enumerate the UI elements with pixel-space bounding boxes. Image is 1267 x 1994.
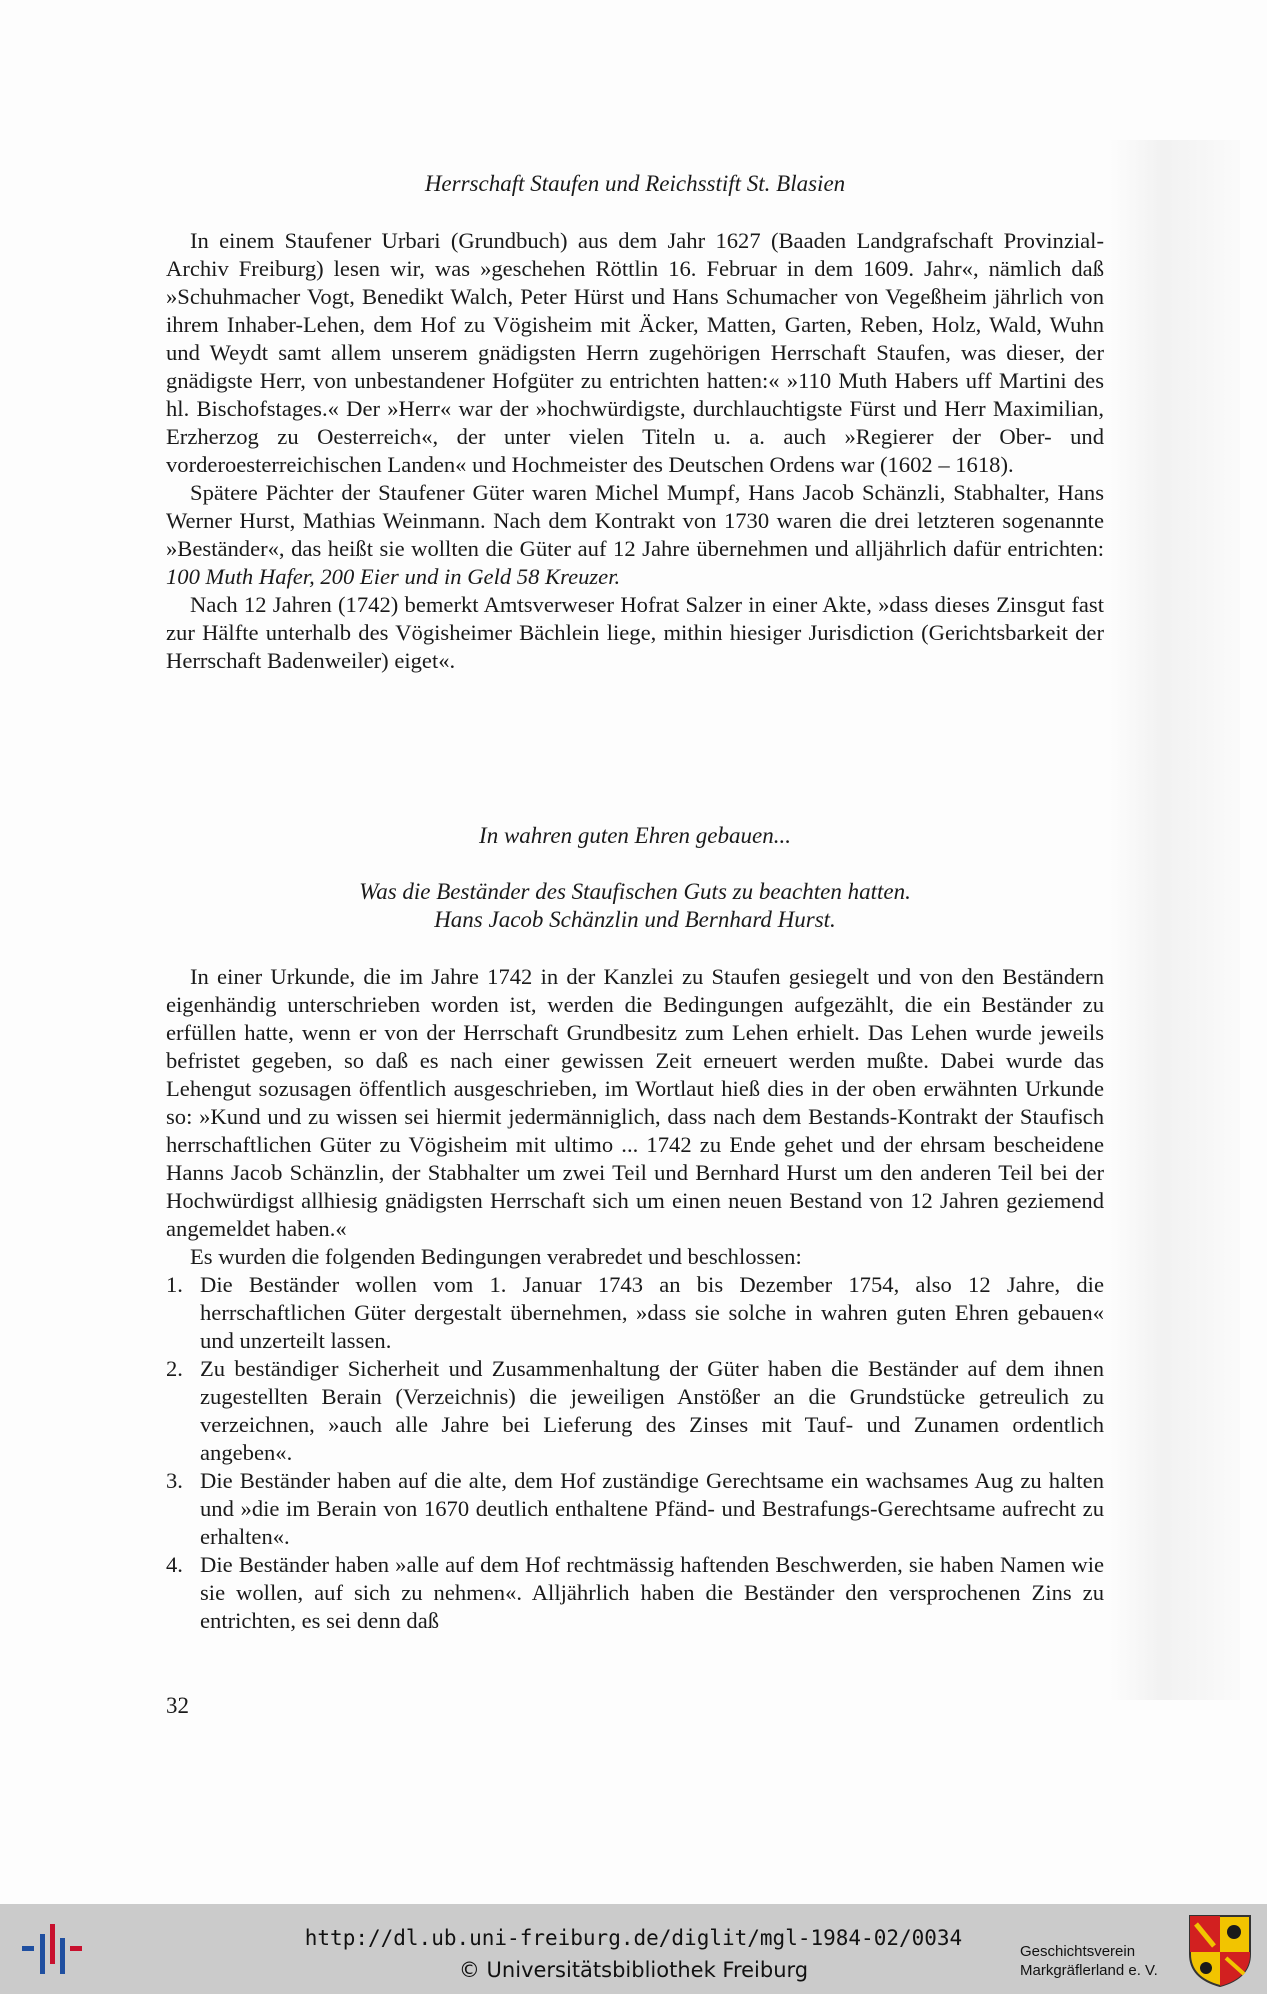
sub-heading-1: Was die Beständer des Staufischen Guts zu beachten hatten.	[359, 879, 911, 904]
condition-item	[166, 1467, 1104, 1551]
condition-item	[166, 1271, 1104, 1355]
paragraph-5: Es wurden die folgenden Bedingungen verabredet und beschlossen:	[190, 1244, 802, 1269]
paragraph-4: In einer Urkunde, die im Jahre 1742 in der Kanzlei zu Staufen gesiegelt und von den Beständern eigenhändig unterschrieben worden ist, werden die Bedingungen aufgezählt, die ein Beständer zu erfüllen hatte, wenn er von der Herrschaft Grundbesitz zum Lehen erhielt. Das Lehen wurde jeweils befristet gegeben, so daß es nach einer gewissen Zeit erneuert werden mußte. Dabei wurde das Lehengut sozusagen öffentlich ausgeschrieben, im Wortlaut hieß dies in der oben erwähnten Urkunde so: »Kund und zu wissen sei hiermit jedermänniglich, dass nach dem Bestands-Kontrakt der Staufisch herrschaftlichen Güter zu Vögisheim mit ultimo ... 1742 zu Ende gehet und der ehrsam bescheidene Hanns Jacob Schänzlin, der Stabhalter um zwei Teil und Bernhard Hurst um den anderen Teil bei der Hochwürdigst allhiesig gnädigsten Herrschaft sich um einen neuen Bestand von 12 Jahren geziemend angemeldet haben.«	[166, 964, 1104, 1241]
condition-text: Die Beständer haben auf die alte, dem Hof zuständige Gerechtsame ein wachsames Aug zu halten und »die im Berain von 1670 deutlich enthaltene Pfänd- und Bestrafungs-Gerechtsame aufrecht zu erhalten«.	[200, 1468, 1104, 1549]
paragraph-3: Nach 12 Jahren (1742) bemerkt Amtsverweser Hofrat Salzer in einer Akte, »dass dieses Zinsgut fast zur Hälfte unterhalb des Vögisheimer Bächlein liege, mithin hiesiger Jurisdiction (Gerichtsbarkeit der Herrschaft Badenweiler) eiget«.	[166, 592, 1104, 673]
condition-number: 1.	[166, 1272, 183, 1297]
coat-of-arms-icon	[1188, 1914, 1252, 1988]
condition-item	[166, 1551, 1104, 1635]
body-text-bottom	[166, 963, 1104, 1635]
bleed-through-shadow	[1110, 140, 1240, 1700]
condition-number: 4.	[166, 1552, 183, 1577]
paragraph-2	[166, 479, 1104, 591]
footer-copyright: © Universitätsbibliothek Freiburg	[458, 1958, 809, 1982]
sub-heading-2: Hans Jacob Schänzlin und Bernhard Hurst.	[434, 907, 836, 932]
society-line-1: Geschichtsverein	[1020, 1943, 1136, 1960]
society-name	[1020, 1942, 1158, 1980]
condition-number: 3.	[166, 1468, 183, 1493]
conditions-list	[166, 1271, 1104, 1635]
footer-bar	[0, 1904, 1267, 1994]
footer-url[interactable]: http://dl.ub.uni-freiburg.de/diglit/mgl-1984-02/0034	[304, 1926, 963, 1950]
body-text-top	[166, 227, 1104, 675]
paragraph-1: In einem Staufener Urbari (Grundbuch) aus dem Jahr 1627 (Baaden Landgrafschaft Provinzial-Archiv Freiburg) lesen wir, was »geschehen Röttlin 16. Februar in dem 1609. Jahr«, nämlich daß »Schuhmacher Vogt, Benedikt Walch, Peter Hürst und Hans Schumacher von Vegeßheim jährlich von ihrem Inhaber-Lehen, dem Hof zu Vögisheim mit Äcker, Matten, Garten, Reben, Holz, Wald, Wuhn und Weydt samt allem unserem gnädigsten Herrn zugehörigen Herrschaft Staufen, was dieser, der gnädigste Herr, von unbestandener Hofgüter zu entrichten hatten:« »110 Muth Habers uff Martini des hl. Bischofstages.« Der »Herr« war der »hochwürdigste, durchlauchtigste Fürst und Herr Maximilian, Erzherzog zu Oesterreich«, der unter vielen Titeln u. a. auch »Regierer der Ober- und vorderoesterreichischen Landen« und Hochmeister des Deutschen Ordens war (1602 – 1618).	[166, 228, 1104, 477]
paragraph-2-italic: 100 Muth Hafer, 200 Eier und in Geld 58 Kreuzer.	[166, 564, 621, 589]
condition-number: 2.	[166, 1356, 183, 1381]
society-line-2: Markgräflerland e. V.	[1020, 1962, 1158, 1979]
paragraph-2-text: Spätere Pächter der Staufener Güter waren Michel Mumpf, Hans Jacob Schänzli, Stabhalter, Hans Werner Hurst, Mathias Weinmann. Nach dem Kontrakt von 1730 waren die drei letzteren sogenannte »Beständer«, das heißt sie wollten die Güter auf 12 Jahre übernehmen und alljährlich dafür entrichten:	[166, 480, 1104, 561]
running-head: Herrschaft Staufen und Reichsstift St. Blasien	[424, 171, 846, 196]
condition-item	[166, 1355, 1104, 1467]
section-heading: In wahren guten Ehren gebauen...	[479, 823, 791, 848]
condition-text: Die Beständer haben »alle auf dem Hof rechtmässig haftenden Beschwerden, sie haben Namen wie sie wollen, auf sich zu nehmen«. Alljährlich haben die Beständer den versprochenen Zins zu entrichten, es sei denn daß	[200, 1552, 1104, 1633]
condition-text: Zu beständiger Sicherheit und Zusammenhaltung der Güter haben die Beständer auf dem ihnen zugestellten Berain (Verzeichnis) die jeweiligen Anstößer an die Grundstücke getreulich zu verzeichnen, »auch alle Jahre bei Lieferung des Zinses mit Tauf- und Zunamen ordentlich angeben«.	[200, 1356, 1104, 1465]
page-number: 32	[166, 1693, 189, 1718]
condition-text: Die Beständer wollen vom 1. Januar 1743 an bis Dezember 1754, also 12 Jahre, die herrschaftlichen Güter dergestalt übernehmen, »dass sie solche in wahren guten Ehren gebauen« und unzerteilt lassen.	[200, 1272, 1104, 1353]
